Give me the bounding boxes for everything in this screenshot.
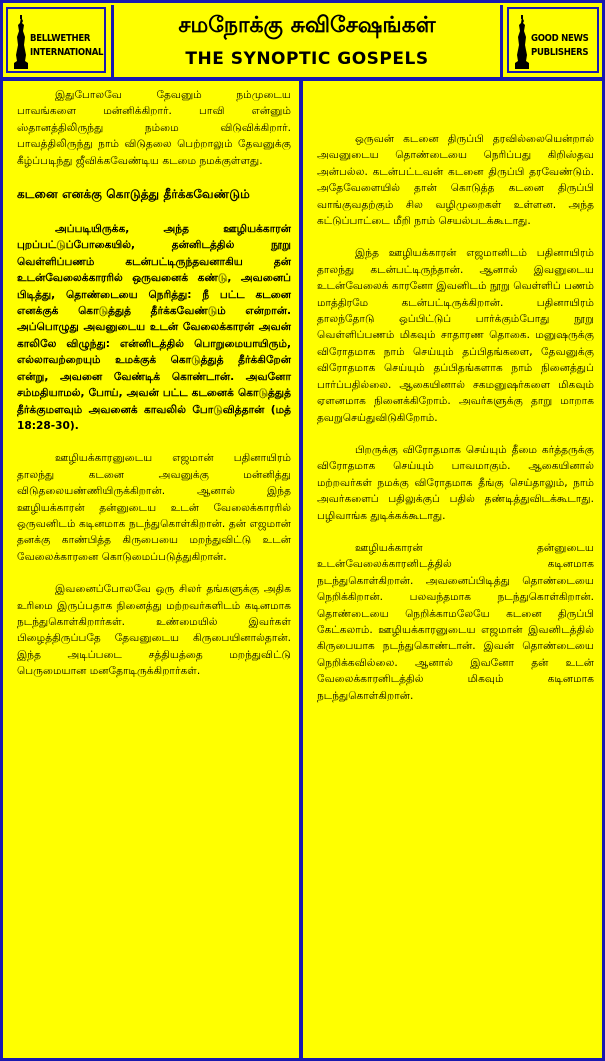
header — [3, 3, 602, 81]
paragraph: ஊழியக்காரன் தன்னுடைய உடன்வேலைக்காரனிடத்தில் கடினமாக நடந்துகொள்கிறான். அவனைப்பிடித்து தொண்டையை நெறிக்கிறான். பலவந்தமாக நடந்துகொள்கிறான். தொண்டையை நெறிக்காமலேயே கடனை திருப்பி கேட்கலாம். ஊழியக்காரனுடைய எஜமான் இவனிடத்தில் கிருபையாக நடந்துகொண்டான். இவன் தொண்டையை நெறிக்கவில்லை. ஆனால் இவனோ தன் உடன் வேலைக்காரனிடத்தில் மிகவும் கடினமாக நடந்துகொள்கிறான். — [317, 541, 594, 702]
scripture-quote: அப்படியிருக்க, அந்த ஊழியக்காரன் புறப்பட்டுப்போகையில், தன்னிடத்தில் நூறு வெள்ளிப்பணம் கடன்பட்டிருந்தவனாகிய தன் உடன்வேலைக்காரரில் ஒருவனைக் கண்டு, அவனைப் பிடித்து, தொண்டையை நெரித்து: நீ பட்ட கடனை எனக்குக் கொடுத்துத் தீர்க்கவேண்டும் என்றான். அப்பொழுது அவனுடைய உடன் வேலைக்காரன் அவன் காலிலே விழுந்து: என்னிடத்தில் பொறுமையாயிரும், எல்லாவற்றையும் உமக்குக் கொடுத்துத் தீர்க்கிறேன் என்று, அவனை வேண்டிக் கொண்டான். அவனோ சம்மதியாமல், போய், அவன் பட்ட கடனைக் கொடுத்துத் தீர்க்குமளவும் அவனைக் காவலில் போடுவித்தான் (மத் 18:28-30). — [17, 223, 291, 432]
left-column — [3, 81, 303, 1058]
paragraph: ஒருவன் கடனை திருப்பி தரவில்லையென்றால் அவனுடைய தொண்டையை நெரிப்பது கிறிஸ்தவ அன்பல்ல. கடன்பட்டவன் கடனை திருப்பி தரவேண்டும். அதேவேளையில் தான் கொடுத்த கடனை திருப்பி வாங்குவதற்கும் சில வழிமுறைகள் உள்ளன. அந்த கட்டுப்பாட்டை மீறி நாம் செயல்படக்கூடாது. — [317, 133, 594, 228]
bellwether-logo-line1: BELLWETHER — [30, 33, 91, 44]
good-news-logo — [507, 7, 599, 73]
page-title-tamil: சமநோக்கு சுவிசேஷங்கள் — [178, 13, 436, 38]
paragraph: ஊழியக்காரனுடைய எஜமான் பதினாயிரம் தாலந்து கடனை அவனுக்கு மன்னித்து விடுதலையண்ணியிருக்கிறான். ஆனால் இந்த ஊழியக்காரன் தன்னுடைய உடன் வேலைக்காரரில் ஒருவனிடம் கடினமாக நடந்துகொள்கிறான். தன் எஜமான் தனக்கு காண்பித்த கிருபையை மறந்துவிட்டு உடன் வேலைக்காரனை கொடுமைப்படுத்துகிறான். — [17, 452, 291, 563]
bellwether-logo — [6, 7, 106, 73]
good-news-logo-line1: GOOD NEWS — [531, 33, 589, 44]
torch-statue-icon — [12, 15, 30, 71]
paragraph: இதுபோலவே தேவனும் நம்முடைய பாவங்களை மன்னிக்கிறார். பாவி என்னும் ஸ்தானத்திலிருந்து நம்மை விடுவிக்கிறார். பாவத்திலிருந்து நாம் விடுதலை பெற்றாலும் தேவனுக்கு கீழ்ப்படிந்து ஜீவிக்கவேண்டிய கடமை நமக்குள்ளது. — [17, 89, 291, 167]
paragraph: இந்த ஊழியக்காரன் எஜமானிடம் பதினாயிரம் தாலந்து கடன்பட்டிருந்தான். ஆனால் இவனுடைய உடன்வேலைக் காரனோ இவனிடம் நூறு வெள்ளிப் பணம் மாத்திரமே கடன்பட்டிருக்கிறான். பதினாயிரம் தாலந்தோடு ஒப்பிட்டுப் பார்க்கும்போது நூறு வெள்ளிப்பணம் மிகவும் சாதாரண தொகை. மனுஷருக்கு விரோதமாக நாம் செய்யும் தப்பிதங்களை, தேவனுக்கு விரோதமாக செய்யும் தப்பிதங்களாக நாம் நினைத்துப் பார்ப்பதில்லை. ஆகையினால் சகமனுஷர்களை மிகவும் ஏளனமாக நினைக்கிறோம். அவர்களுக்கு தாறு மாறாக தவறுசெய்துவிடுகிறோம். — [317, 247, 594, 424]
paragraph: இவனைப்போலவே ஒரு சிலர் தங்களுக்கு அதிக உரிமை இருப்பதாக நினைத்து மற்றவர்களிடம் கடினமாக நடந்துகொள்கிறார்கள். உண்மையில் இவர்கள் பிழைத்திருப்பதே தேவனுடைய கிருபையினால்தான். இந்த அடிப்படை சத்தியத்தை மறந்துவிட்டு பெருமையான மனதோடிருக்கிறார்கள். — [17, 583, 291, 678]
right-column — [303, 81, 602, 1058]
section-heading: கடனை எனக்கு கொடுத்து தீர்க்கவேண்டும் — [17, 187, 250, 202]
paragraph: பிறருக்கு விரோதமாக செய்யும் தீமை கர்த்தருக்கு விரோதமாக செய்யும் பாவமாகும். ஆகையினால் மற்றவர்கள் நமக்கு விரோதமாக தீங்கு செய்தாலும், நாம் அவர்களைப் பதிலுக்குப் பதில் தண்டித்துவிடக்கூடாது. பழிவாங்க துடிக்கக்கூடாது. — [317, 443, 594, 522]
title-box — [111, 5, 503, 77]
torch-statue-icon — [513, 15, 531, 71]
page-title-english: THE SYNOPTIC GOSPELS — [185, 49, 429, 69]
bellwether-logo-line2: INTERNATIONAL — [30, 47, 104, 58]
good-news-logo-line2: PUBLISHERS — [531, 47, 589, 58]
